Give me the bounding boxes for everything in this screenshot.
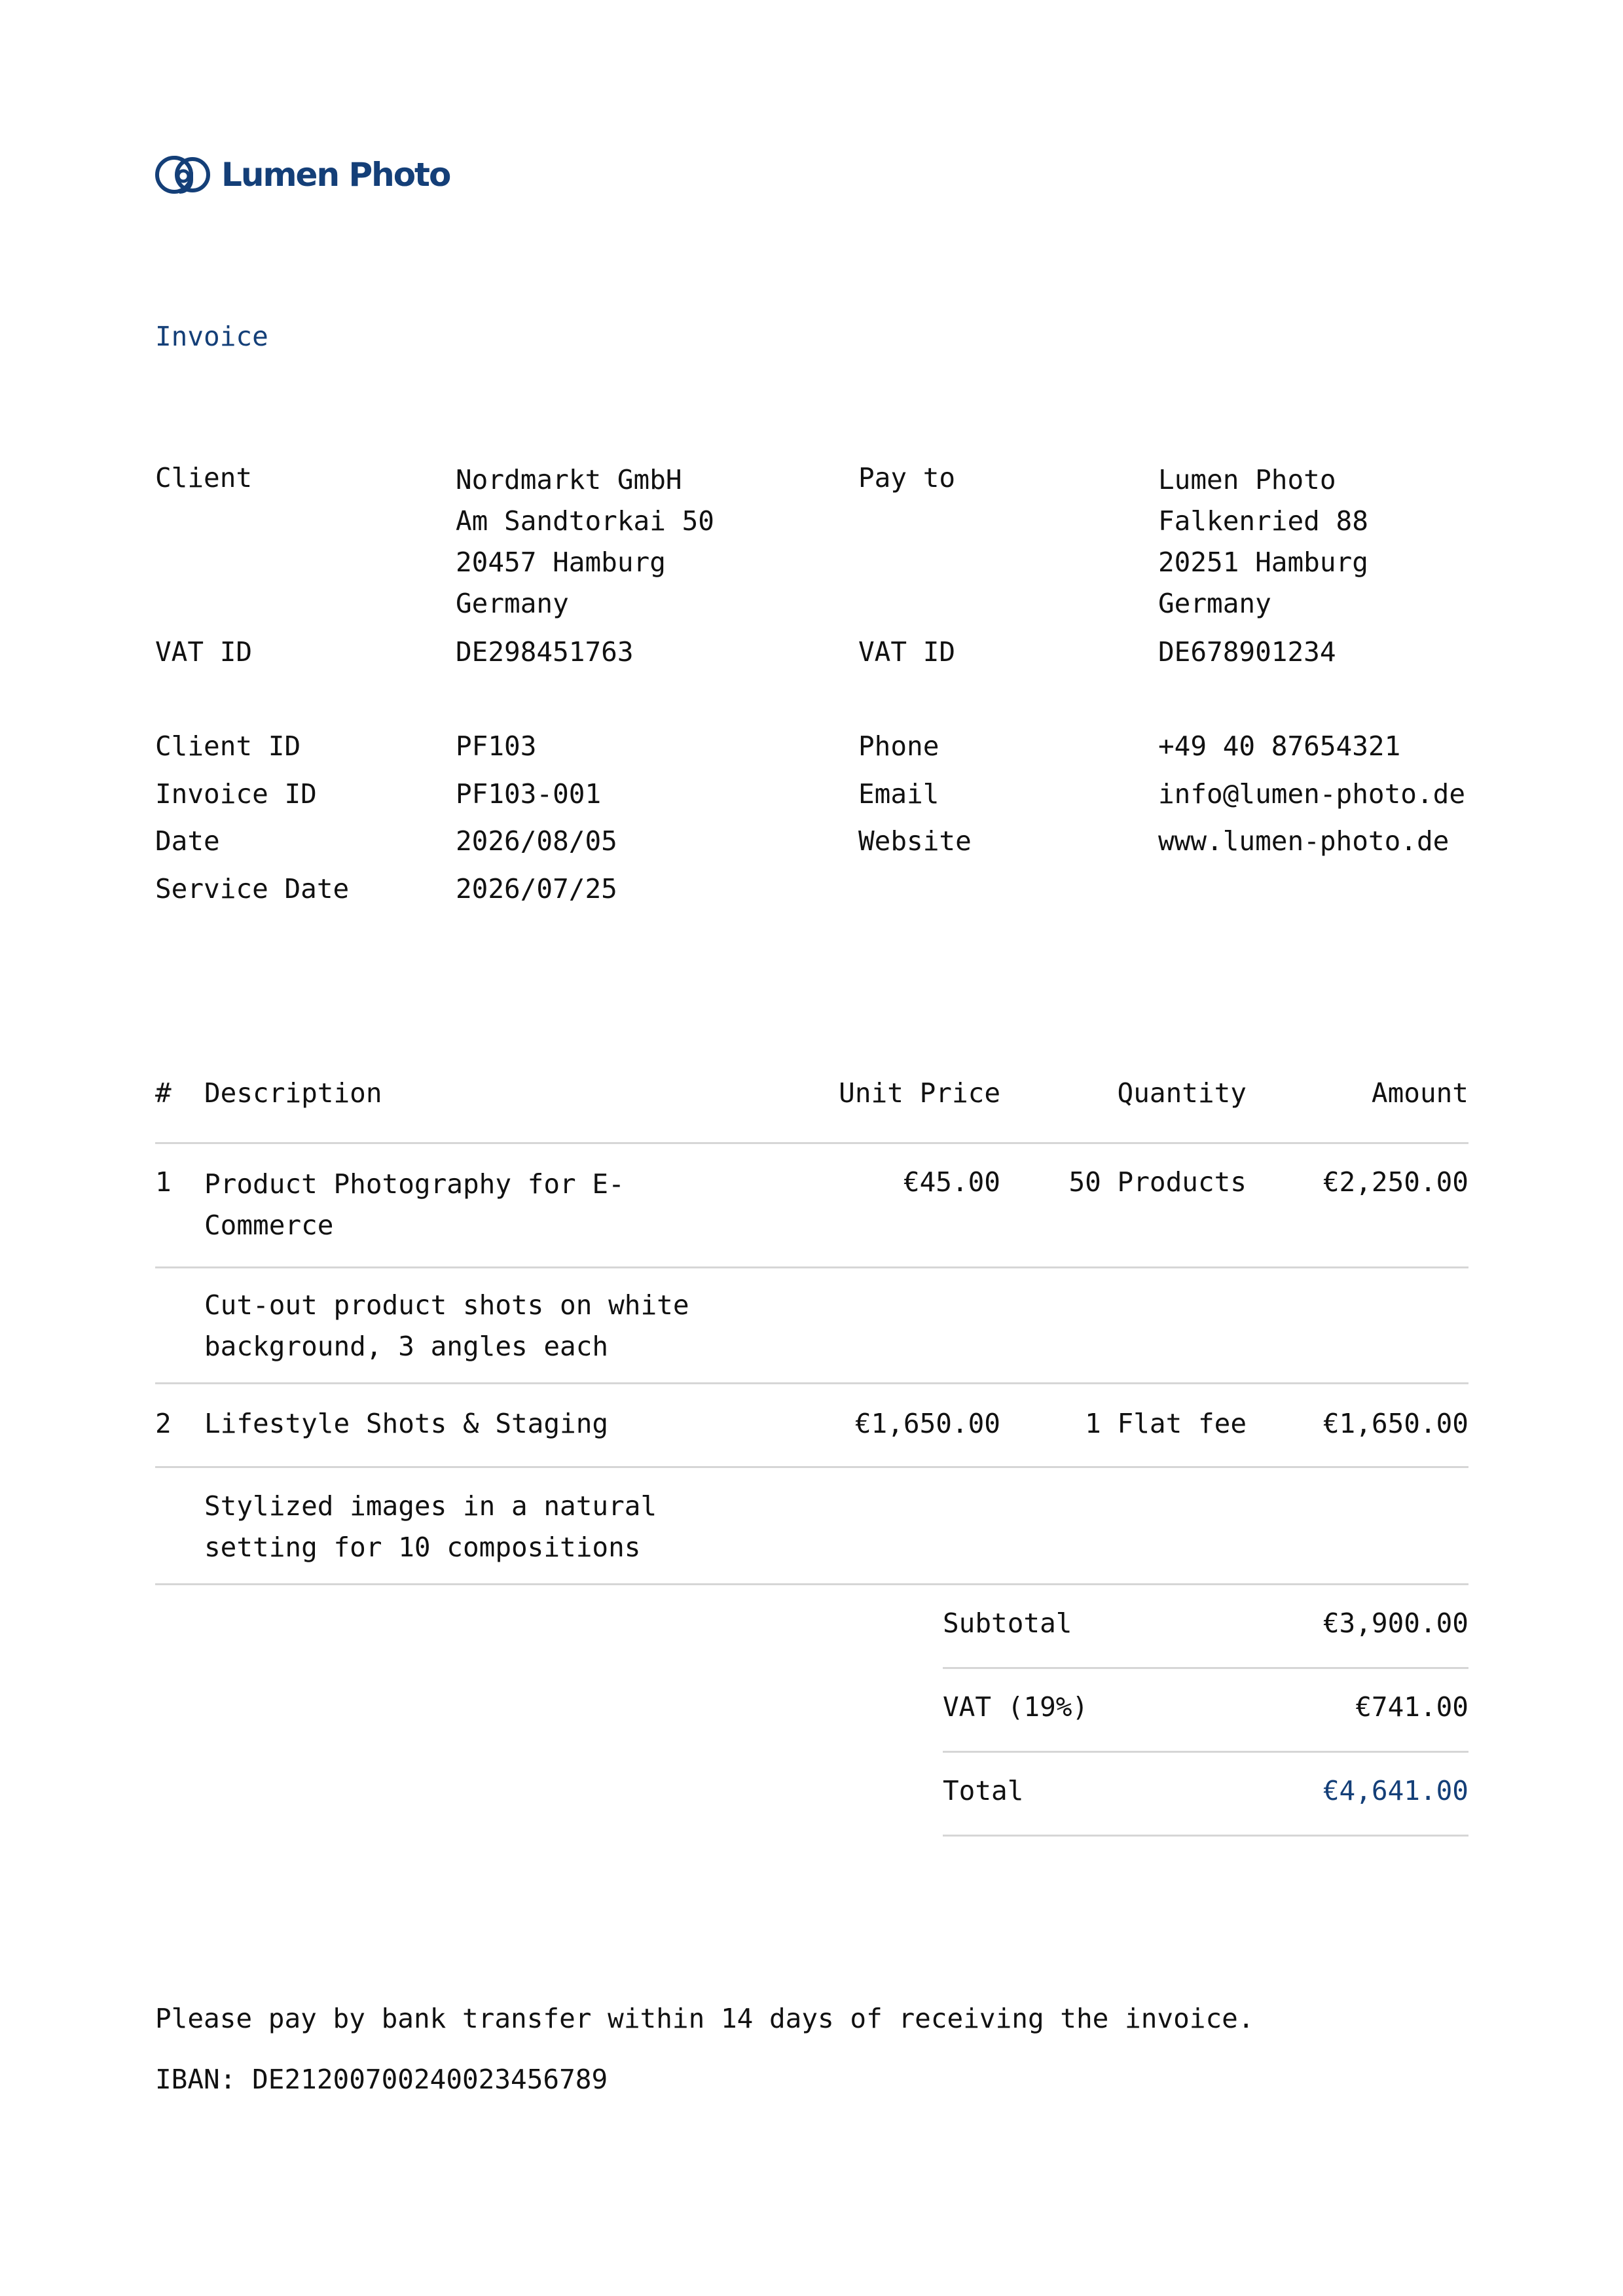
phone-label: Phone [858, 730, 939, 762]
table-header-quantity: Quantity [1117, 1077, 1247, 1109]
table-divider [155, 1466, 1468, 1468]
service-date-value: 2026/07/25 [456, 873, 617, 905]
table-header-amount: Amount [1371, 1077, 1468, 1109]
item-2-details [204, 1486, 793, 1568]
pay-to-address-line: 20251 Hamburg [1158, 547, 1368, 578]
brand-logo [155, 152, 450, 198]
vat-value: €741.00 [1355, 1691, 1468, 1723]
client-address-line: Am Sandtorkai 50 [456, 505, 714, 537]
pay-to-address-line: Lumen Photo [1158, 464, 1336, 495]
email-value[interactable]: info@lumen-photo.de [1158, 778, 1465, 810]
vat-label: VAT (19%) [943, 1691, 1089, 1723]
iban: IBAN: DE21200700240023456789 [155, 2064, 608, 2095]
date-label: Date [155, 825, 220, 857]
item-1-title-line: Commerce [204, 1210, 334, 1241]
table-divider [155, 1583, 1468, 1585]
totals-divider [943, 1835, 1468, 1837]
invoice-id-value: PF103-001 [456, 778, 602, 810]
pay-to-label: Pay to [858, 462, 956, 493]
item-1-title [204, 1164, 728, 1246]
client-vat-label: VAT ID [155, 636, 253, 668]
item-1-amount: €2,250.00 [1322, 1166, 1468, 1198]
pay-to-address-line: Falkenried 88 [1158, 505, 1368, 537]
item-1-quantity: 50 Products [1068, 1166, 1247, 1198]
item-1-unit-price: €45.00 [903, 1166, 1000, 1198]
table-divider [155, 1266, 1468, 1268]
pay-to-vat-label: VAT ID [858, 636, 956, 668]
pay-to-address [1158, 459, 1368, 624]
item-2-quantity: 1 Flat fee [1085, 1408, 1247, 1439]
table-divider [155, 1382, 1468, 1384]
item-1-details-line: Cut-out product shots on white [204, 1289, 689, 1321]
client-address [456, 459, 714, 624]
table-header-unit-price: Unit Price [839, 1077, 1000, 1109]
client-label: Client [155, 462, 253, 493]
pay-to-vat-value: DE678901234 [1158, 636, 1336, 668]
invoice-id-label: Invoice ID [155, 778, 317, 810]
subtotal-value: €3,900.00 [1322, 1607, 1468, 1639]
client-address-line: Nordmarkt GmbH [456, 464, 682, 495]
email-label: Email [858, 778, 939, 810]
item-2-amount: €1,650.00 [1322, 1408, 1468, 1439]
client-id-value: PF103 [456, 730, 537, 762]
service-date-label: Service Date [155, 873, 350, 905]
item-2-title: Lifestyle Shots & Staging [204, 1408, 609, 1439]
table-divider [155, 1142, 1468, 1144]
payment-note: Please pay by bank transfer within 14 days of receiving the invoice. [155, 2003, 1254, 2034]
item-2-details-line: Stylized images in a natural [204, 1490, 657, 1522]
document-title: Invoice [155, 321, 268, 352]
total-label: Total [943, 1775, 1024, 1806]
item-1-title-line: Product Photography for E- [204, 1168, 625, 1200]
date-value: 2026/08/05 [456, 825, 617, 857]
totals-divider [943, 1751, 1468, 1753]
lumen-camera-lens-logo-icon [155, 154, 212, 196]
client-address-line: Germany [456, 588, 569, 619]
phone-value: +49 40 87654321 [1158, 730, 1401, 762]
table-header-num: # [155, 1077, 172, 1109]
item-2-num: 2 [155, 1408, 172, 1439]
website-value[interactable]: www.lumen-photo.de [1158, 825, 1450, 857]
item-1-details [204, 1285, 793, 1367]
client-id-label: Client ID [155, 730, 301, 762]
website-label: Website [858, 825, 972, 857]
client-vat-value: DE298451763 [456, 636, 634, 668]
total-value: €4,641.00 [1322, 1775, 1468, 1806]
item-2-details-line: setting for 10 compositions [204, 1532, 641, 1563]
item-1-details-line: background, 3 angles each [204, 1331, 609, 1362]
brand-name: Lumen Photo [221, 156, 450, 194]
item-2-unit-price: €1,650.00 [854, 1408, 1000, 1439]
client-address-line: 20457 Hamburg [456, 547, 666, 578]
subtotal-label: Subtotal [943, 1607, 1072, 1639]
totals-divider [943, 1667, 1468, 1669]
item-1-num: 1 [155, 1166, 172, 1198]
pay-to-address-line: Germany [1158, 588, 1271, 619]
table-header-description: Description [204, 1077, 382, 1109]
